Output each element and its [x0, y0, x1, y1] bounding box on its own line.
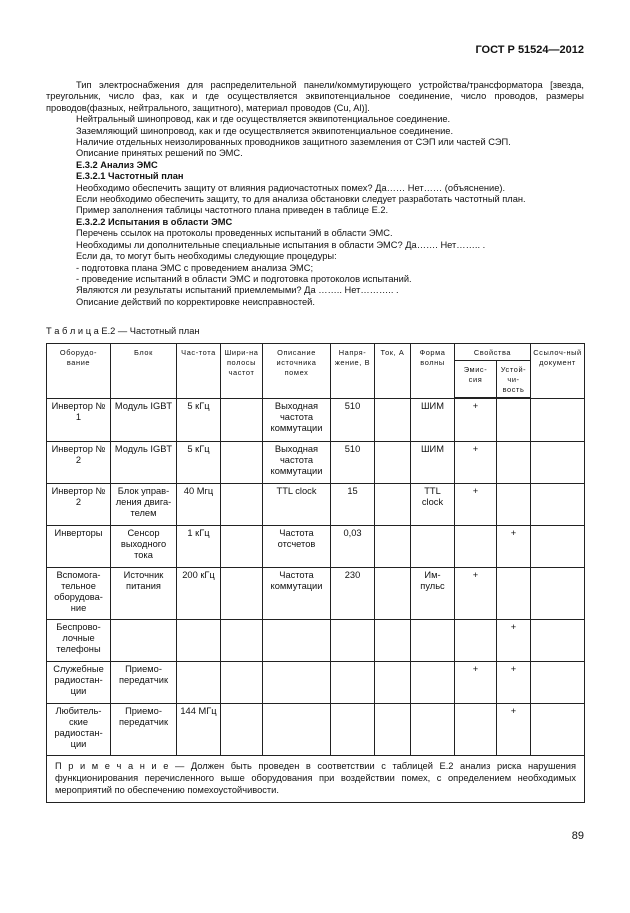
table-cell: + — [497, 661, 531, 703]
table-cell: Блок управ-ления двига-телем — [111, 483, 177, 525]
table-cell: 15 — [331, 483, 375, 525]
table-cell: Инвертор № 2 — [47, 483, 111, 525]
table-cell: Беспрово-лочные телефоны — [47, 619, 111, 661]
table-cell: Служебные радиостан-ции — [47, 661, 111, 703]
table-cell: TTL clock — [263, 483, 331, 525]
table-cell: + — [497, 525, 531, 567]
table-cell — [221, 398, 263, 441]
table-row — [47, 398, 585, 441]
table-cell: 5 кГц — [177, 441, 221, 483]
header-frequency: Час-тота — [177, 344, 221, 399]
table-cell — [375, 525, 411, 567]
table-cell: + — [497, 703, 531, 755]
table-cell — [221, 441, 263, 483]
paragraph: Необходимы ли дополнительные специальные испытания в области ЭМС? Да……. Нет…….. . — [76, 239, 486, 250]
table-cell — [531, 619, 585, 661]
paragraph: - проведение испытаний в области ЭМС и подготовка протоколов испытаний. — [76, 273, 412, 284]
paragraph: Заземляющий шинопровод, как и где осуществляется эквипотенциальное соединение. — [76, 125, 454, 136]
table-cell: Источник питания — [111, 567, 177, 619]
standard-header: ГОСТ Р 51524—2012 — [475, 44, 584, 56]
table-cell — [375, 661, 411, 703]
header-current: Ток, А — [375, 344, 411, 399]
paragraph: Описание действий по корректировке неисправностей. — [76, 296, 315, 307]
table-cell: Модуль IGBT — [111, 398, 177, 441]
table-cell: Любитель-ские радиостан-ции — [47, 703, 111, 755]
header-block: Блок — [111, 344, 177, 399]
table-cell — [531, 441, 585, 483]
table-cell: Выходная частота коммутации — [263, 441, 331, 483]
table-cell — [411, 619, 455, 661]
header-source: Описание источника помех — [263, 344, 331, 399]
table-cell: Вспомога-тельное оборудова-ние — [47, 567, 111, 619]
table-cell — [331, 619, 375, 661]
table-cell — [531, 483, 585, 525]
table-cell: ШИМ — [411, 398, 455, 441]
table-cell: Инверторы — [47, 525, 111, 567]
table-cell: 200 кГц — [177, 567, 221, 619]
paragraph: Е.3.2 Анализ ЭМС — [76, 159, 158, 170]
paragraph: Перечень ссылок на протоколы проведенных испытаний в области ЭМС. — [76, 228, 393, 239]
table-cell — [411, 525, 455, 567]
table-cell — [455, 703, 497, 755]
header-waveform: Форма волны — [411, 344, 455, 399]
table-cell — [263, 703, 331, 755]
paragraph: Необходимо обеспечить защиту от влияния радиочастотных помех? Да…… Нет…… (объяснение). — [76, 182, 506, 193]
table-cell — [263, 619, 331, 661]
table-cell — [497, 483, 531, 525]
table-cell: 1 кГц — [177, 525, 221, 567]
table-cell: 0,03 — [331, 525, 375, 567]
table-cell: Частота отсчетов — [263, 525, 331, 567]
header-emission: Эмис-сия — [455, 361, 497, 399]
table-cell — [531, 661, 585, 703]
header-reference: Ссылоч-ный документ — [531, 344, 585, 399]
table-cell: + — [455, 483, 497, 525]
paragraph: Нейтральный шинопровод, как и где осуществляется эквипотенциальное соединение. — [76, 114, 451, 125]
table-cell — [177, 619, 221, 661]
table-cell: 510 — [331, 398, 375, 441]
table-cell — [531, 525, 585, 567]
table-cell — [221, 567, 263, 619]
table-cell: Выходная частота коммутации — [263, 398, 331, 441]
body-text — [46, 80, 584, 308]
table-cell — [497, 398, 531, 441]
table-cell: 40 Мгц — [177, 483, 221, 525]
table-cell — [221, 619, 263, 661]
paragraph: Наличие отдельных неизолированных проводников защитного заземления от СЭП или частей СЭП. — [76, 137, 511, 148]
page-number: 89 — [571, 830, 584, 842]
paragraph: - подготовка плана ЭМС с проведением анализа ЭМС; — [76, 262, 314, 273]
table-cell — [411, 703, 455, 755]
table-cell — [375, 398, 411, 441]
table-cell — [411, 661, 455, 703]
paragraph: Е.3.2.1 Частотный план — [76, 171, 184, 182]
paragraph: Пример заполнения таблицы частотного плана приведен в таблице Е.2. — [76, 205, 389, 216]
table-cell: Сенсор выходного тока — [111, 525, 177, 567]
table-cell: Частота коммутации — [263, 567, 331, 619]
table-cell — [531, 567, 585, 619]
table-cell: 144 МГц — [177, 703, 221, 755]
paragraph: Если да, то могут быть необходимы следующие процедуры: — [76, 251, 337, 262]
table-cell: Инвертор № 1 — [47, 398, 111, 441]
table-row — [47, 567, 585, 619]
header-immunity: Устой-чи-вость — [497, 361, 531, 399]
table-cell: + — [455, 398, 497, 441]
table-cell: 510 — [331, 441, 375, 483]
table-cell: + — [455, 441, 497, 483]
table-cell — [375, 483, 411, 525]
table-cell — [455, 525, 497, 567]
table-cell — [375, 703, 411, 755]
table-cell: 230 — [331, 567, 375, 619]
paragraph: Тип электроснабжения для распределительной панели/коммутирующего устройства/трансформатора [звезда, треугольник, число фаз, как и где осуществляется эквипотенциальное соединение, число проводов, размеры проводов(фазных, нейтрального, защитного), материал проводов (Cu, Al)]. — [46, 80, 584, 113]
table-caption: Т а б л и ц а Е.2 — Частотный план — [46, 326, 200, 336]
table-cell — [221, 703, 263, 755]
table-cell — [263, 661, 331, 703]
table-cell: TTL clock — [411, 483, 455, 525]
table-cell — [111, 619, 177, 661]
table-cell: Приемо-передатчик — [111, 661, 177, 703]
table-row — [47, 703, 585, 755]
table-cell — [531, 703, 585, 755]
header-bandwidth: Шири-на полосы частот — [221, 344, 263, 399]
table-cell: + — [455, 661, 497, 703]
table-cell: + — [497, 619, 531, 661]
table-cell — [221, 525, 263, 567]
paragraph: Описание принятых решений по ЭМС. — [76, 148, 243, 159]
header-properties: Свойства — [455, 344, 531, 361]
table-cell: Приемо-передатчик — [111, 703, 177, 755]
table-cell: Им-пульс — [411, 567, 455, 619]
table-row — [47, 661, 585, 703]
table-cell — [331, 703, 375, 755]
table-cell: Модуль IGBT — [111, 441, 177, 483]
table-row — [47, 525, 585, 567]
table-cell — [497, 567, 531, 619]
paragraph: Являются ли результаты испытаний приемлемыми? Да …….. Нет……….. . — [76, 285, 399, 296]
frequency-plan-table — [46, 343, 585, 803]
table-cell: Инвертор № 2 — [47, 441, 111, 483]
paragraph: Если необходимо обеспечить защиту, то для анализа обстановки следует разработать частотный план. — [76, 194, 526, 205]
table-cell: ШИМ — [411, 441, 455, 483]
table-cell — [375, 441, 411, 483]
table-cell: 5 кГц — [177, 398, 221, 441]
paragraph: Е.3.2.2 Испытания в области ЭМС — [76, 216, 233, 227]
table-cell: + — [455, 567, 497, 619]
table-note: П р и м е ч а н и е — Должен быть проведен в соответствии с таблицей Е.2 анализ риска нарушения функционирования перечисленного выше оборудования при воздействии помех, с определением необходимых мероприятий по обеспечению помехоустойчивости. — [47, 755, 585, 802]
table-cell — [497, 441, 531, 483]
table-cell — [531, 398, 585, 441]
table-cell — [331, 661, 375, 703]
table-row — [47, 483, 585, 525]
table-cell — [221, 483, 263, 525]
table-cell — [221, 661, 263, 703]
header-equipment: Оборудо-вание — [47, 344, 111, 399]
table-row — [47, 619, 585, 661]
table-cell — [375, 567, 411, 619]
header-voltage: Напря-жение, В — [331, 344, 375, 399]
table-cell — [375, 619, 411, 661]
table-cell — [177, 661, 221, 703]
table-cell — [455, 619, 497, 661]
table-row — [47, 441, 585, 483]
